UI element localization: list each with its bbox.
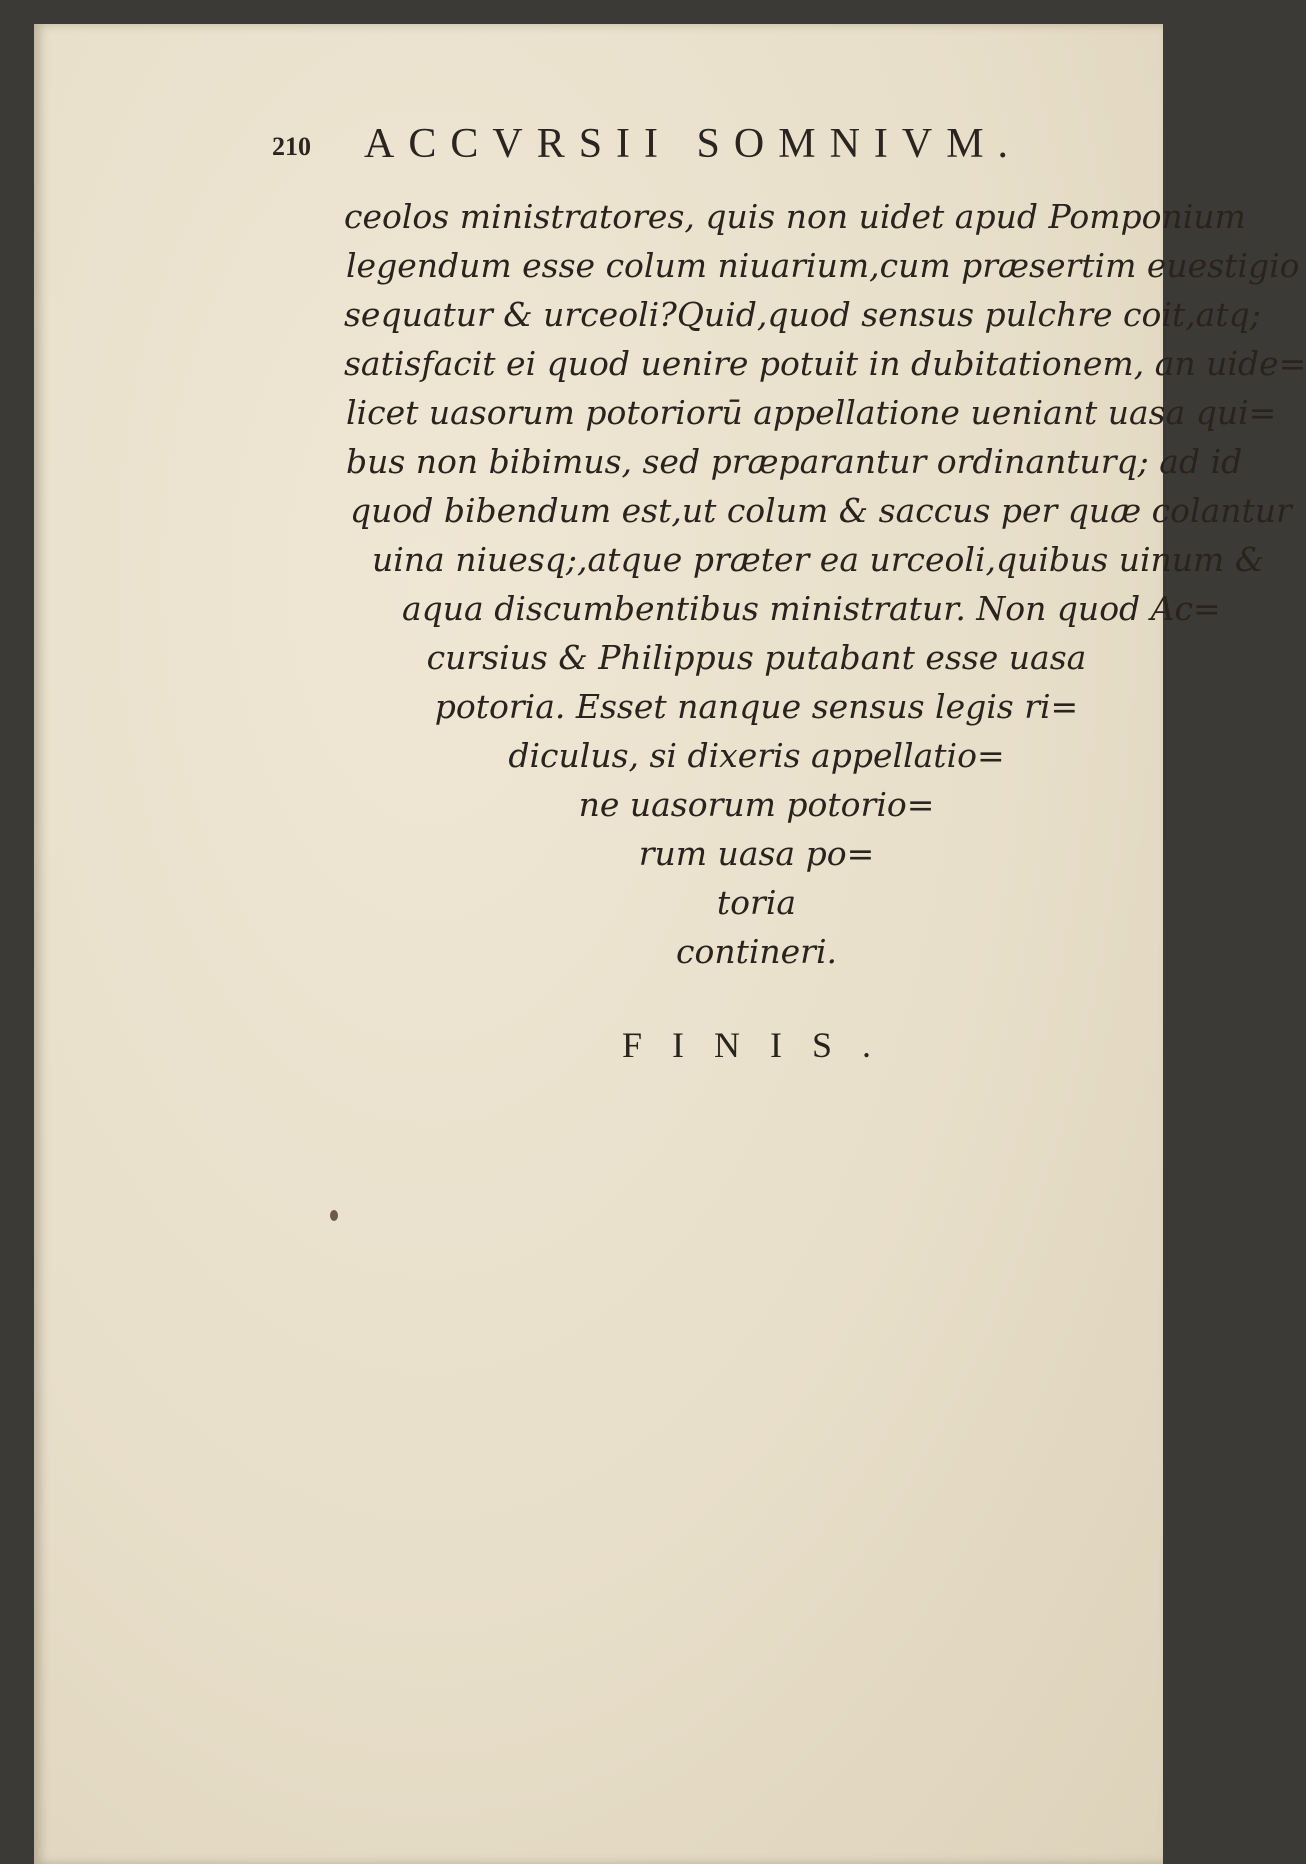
ink-speck <box>330 1210 338 1221</box>
text-line: sequatur & urceoli?Quid,quod sensus pulchre coit,atq; <box>344 295 1261 334</box>
page-header <box>272 120 1112 180</box>
text-line: toria <box>716 883 797 922</box>
text-line: satisfacit ei quod uenire potuit in dubitationem, an uide= <box>344 344 1306 383</box>
page-number: 210 <box>272 132 311 161</box>
text-line: uina niuesq;,atque præter ea urceoli,quibus uinum & <box>372 540 1265 579</box>
finis-colophon: FINIS. <box>622 1025 902 1065</box>
text-line: quod bibendum est,ut colum & saccus per quæ colantur <box>350 491 1292 530</box>
text-line: diculus, si dixeris appellatio= <box>508 736 1005 775</box>
running-title: ACCVRSII SOMNIVM. <box>364 121 1023 167</box>
text-line: potoria. Esset nanque sensus legis ri= <box>434 687 1079 726</box>
text-line: rum uasa po= <box>638 834 875 873</box>
book-page <box>34 24 1306 1864</box>
body-text <box>334 192 1306 976</box>
text-line: ceolos ministratores, quis non uidet apud Pomponium <box>344 197 1246 236</box>
text-line: legendum esse colum niuarium,cum præsertim euestigio <box>346 246 1300 285</box>
text-line: cursius & Philippus putabant esse uasa <box>426 638 1087 677</box>
text-line: aqua discumbentibus ministratur. Non quod Ac= <box>402 589 1221 628</box>
text-line: bus non bibimus, sed præparantur ordinanturq; ad id <box>346 442 1243 481</box>
text-line: ne uasorum potorio= <box>578 785 935 824</box>
text-line: licet uasorum potoriorū appellatione ueniant uasa qui= <box>346 393 1277 432</box>
text-line: contineri. <box>675 932 838 971</box>
